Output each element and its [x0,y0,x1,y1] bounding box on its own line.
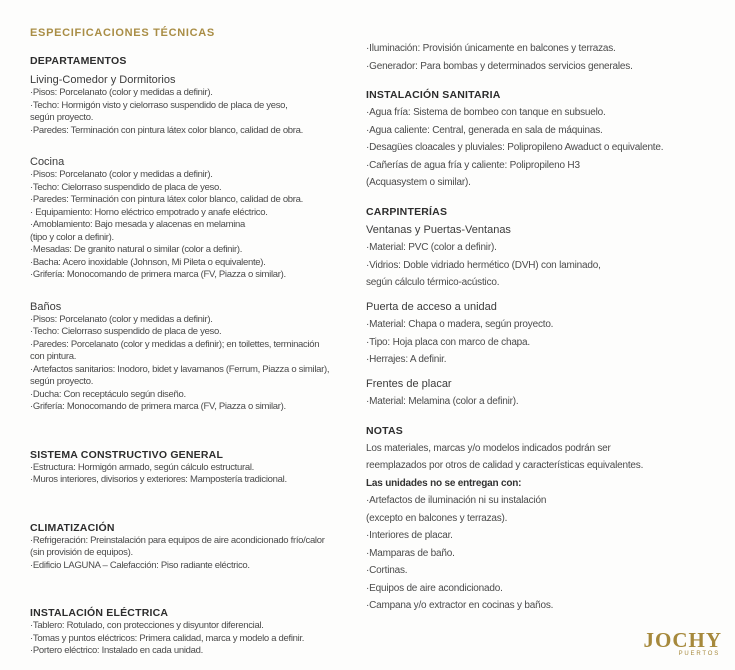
spec-line: ·Grifería: Monocomando de primera marca (FV, Piazza o similar). [30,401,286,412]
spec-line: ·Refrigeración: Preinstalación para equipos de aire acondicionado frío/calor [30,534,325,546]
spec-line: Las unidades no se entregan con: [366,477,522,489]
spec-line: ·Equipos de aire acondicionado. [366,582,503,594]
spec-line: ·Material: PVC (color a definir). [366,242,497,253]
spec-line: · Equipamiento: Horno eléctrico empotrado y anafe eléctrico. [30,206,268,218]
spec-line: ·Interiores de placar. [366,530,453,541]
spec-line: ·Tomas y puntos eléctricos: Primera calidad, marca y modelo a definir. [30,632,305,644]
spec-line: ·Techo: Cielorraso suspendido de placa de yeso. [30,326,222,337]
spec-line: ·Paredes: Terminación con pintura látex color blanco, calidad de obra. [30,194,303,205]
right-column [366,40,725,615]
spec-line: ·Pisos: Porcelanato (color y medidas a definir). [30,313,213,325]
spec-line: ·Artefactos sanitarios: Inodoro, bidet y lavamanos (Ferrum, Piazza o similar), [30,363,330,375]
spec-line: ·Pisos: Porcelanato (color y medidas a definir). [30,169,213,180]
section-subheading: Puerta de acceso a unidad [366,300,497,313]
spec-line: Los materiales, marcas y/o modelos indicados podrán ser [366,442,611,454]
spec-line: (tipo y color a definir). [30,231,114,243]
spec-line: ·Desagües cloacales y pluviales: Polipropileno Awaduct o equivalente. [366,142,664,153]
logo-wordmark: JOCHY [643,628,722,652]
spec-line: ·Material: Chapa o madera, según proyecto. [366,319,554,330]
section-subheading: Living-Comedor y Dormitorios [30,74,176,86]
spec-line: según proyecto. [30,112,94,123]
spec-line: ·Artefactos de iluminación ni su instalación [366,495,547,506]
spec-line: ·Paredes: Terminación con pintura látex color blanco, calidad de obra. [30,124,303,136]
spec-line: ·Mesadas: De granito natural o similar (color a definir). [30,244,243,255]
spec-line: ·Portero eléctrico: Instalado en cada unidad. [30,645,203,656]
spec-line: reemplazados por otros de calidad y características equivalentes. [366,460,644,471]
spec-line: ·Campana y/o extractor en cocinas y baños. [366,600,554,611]
spec-line: ·Techo: Cielorraso suspendido de placa de yeso. [30,181,222,193]
spec-line: ·Edificio LAGUNA – Calefacción: Piso radiante eléctrico. [30,559,250,571]
spec-line: según cálculo térmico-acústico. [366,277,500,288]
section-subheading: Cocina [30,156,65,168]
spec-line: ·Paredes: Porcelanato (color y medidas a definir); en toilettes, terminación [30,338,320,350]
spec-line: ·Iluminación: Provisión únicamente en balcones y terrazas. [366,43,616,54]
spec-line: ·Ducha: Con receptáculo según diseño. [30,388,186,400]
section-heading: NOTAS [366,424,403,437]
spec-line: ·Tablero: Rotulado, con protecciones y disyuntor diferencial. [30,620,264,631]
spec-columns [30,40,735,658]
jochy-logo [644,630,723,658]
spec-line: ·Mamparas de baño. [366,547,455,559]
spec-line: ·Pisos: Porcelanato (color y medidas a definir). [30,87,213,98]
spec-line: ·Muros interiores, divisorios y exteriores: Mampostería tradicional. [30,474,287,485]
spec-line: ·Tipo: Hoja placa con marco de chapa. [366,336,530,348]
section-heading: CLIMATIZACIÓN [30,521,115,534]
section-subheading: Baños [30,300,62,313]
spec-line: ·Herrajes: A definir. [366,354,447,365]
spec-line: ·Estructura: Hormigón armado, según cálculo estructural. [30,461,254,473]
section-heading: CARPINTERÍAS [366,205,448,218]
logo-subtitle: PUERTOS [678,651,720,657]
spec-line: según proyecto. [30,376,94,387]
section-heading: INSTALACIÓN SANITARIA [366,89,501,101]
page-title: ESPECIFICACIONES TÉCNICAS [30,27,215,39]
spec-line: (sin provisión de equipos). [30,547,133,558]
section-subheading: Frentes de placar [366,377,452,390]
spec-line: (Acquasystem o similar). [366,177,471,188]
spec-line: ·Grifería: Monocomando de primera marca (FV, Piazza o similar). [30,269,286,280]
spec-line: ·Techo: Hormigón visto y cielorraso suspendido de placa de yeso, [30,99,288,111]
section-heading: SISTEMA CONSTRUCTIVO GENERAL [30,448,224,461]
spec-line: ·Material: Melamina (color a definir). [366,396,519,407]
left-column [30,40,366,658]
spec-line: ·Agua fría: Sistema de bombeo con tanque en subsuelo. [366,107,606,118]
spec-line: con pintura. [30,351,77,362]
spec-line: ·Vidrios: Doble vidriado hermético (DVH) con laminado, [366,259,601,271]
spec-line: (excepto en balcones y terrazas). [366,512,508,524]
section-heading: DEPARTAMENTOS [30,55,127,67]
spec-line: ·Amoblamiento: Bajo mesada y alacenas en melamina [30,219,246,230]
section-heading: INSTALACIÓN ELÉCTRICA [30,607,169,619]
spec-line: ·Bacha: Acero inoxidable (Johnson, Mi Pileta o equivalente). [30,256,266,268]
spec-line: ·Agua caliente: Central, generada en sala de máquinas. [366,124,603,136]
spec-line: ·Generador: Para bombas y determinados servicios generales. [366,60,633,72]
section-subheading: Ventanas y Puertas-Ventanas [366,223,511,236]
spec-line: ·Cañerías de agua fría y caliente: Polipropileno H3 [366,159,580,171]
spec-line: ·Cortinas. [366,565,408,576]
